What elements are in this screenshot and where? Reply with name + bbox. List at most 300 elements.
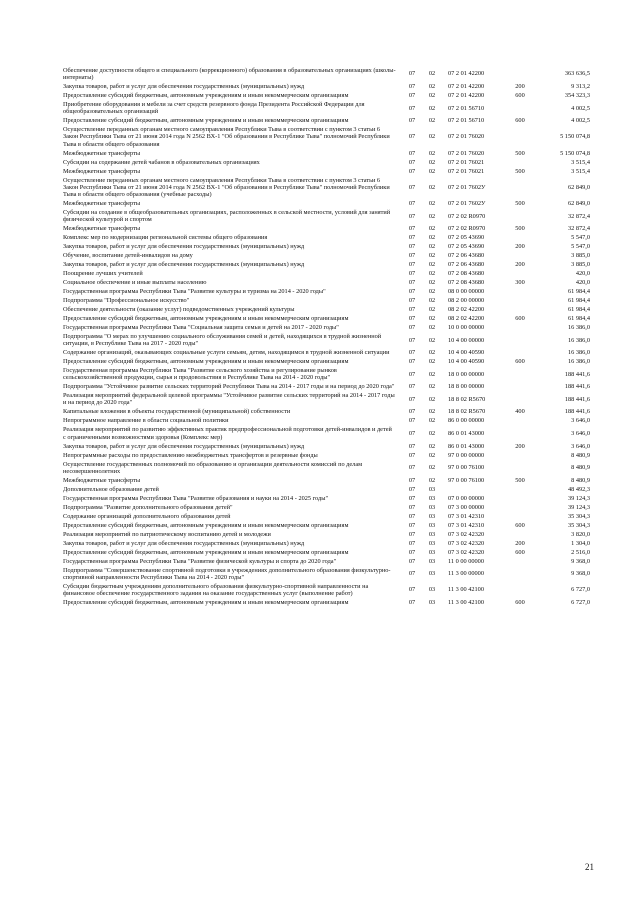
row-amount: 16 386,0 xyxy=(567,349,590,357)
row-section: 07 xyxy=(408,370,416,378)
row-subsection: 02 xyxy=(428,323,436,331)
row-subsection: 03 xyxy=(428,494,436,502)
row-name: Межбюджетные трансферты xyxy=(63,149,141,157)
row-target-article: 08 2 00 00000 xyxy=(448,297,485,304)
row-subsection: 02 xyxy=(428,261,436,269)
row-name: Закупка товаров, работ и услуг для обеспечения государственных (муниципальных) нужд xyxy=(63,539,305,547)
row-expense-type: 600 xyxy=(515,548,525,556)
row-section: 07 xyxy=(408,149,416,157)
row-subsection: 02 xyxy=(428,430,436,438)
row-subsection: 02 xyxy=(428,358,436,366)
row-expense-type: 600 xyxy=(515,521,525,529)
row-subsection: 02 xyxy=(428,370,436,378)
table-row xyxy=(63,176,590,199)
table-row xyxy=(63,382,590,391)
row-target-article: 07 2 08 43680 xyxy=(448,270,485,278)
row-name: Подпрограмма "Профессиональное искусство" xyxy=(63,297,190,304)
table-row xyxy=(63,598,590,607)
table-row xyxy=(63,442,590,451)
row-target-article: 07 2 05 43690 xyxy=(448,234,485,242)
row-target-article: 07 2 01 42200 xyxy=(448,92,485,100)
row-section: 07 xyxy=(408,395,416,403)
row-subsection: 02 xyxy=(428,133,436,141)
row-name: Подпрограмма "Развитие дополнительного образования детей" xyxy=(63,503,233,511)
row-target-article: 18 8 02 R5670 xyxy=(448,408,486,416)
row-amount: 9 313,2 xyxy=(571,83,590,91)
row-target-article: 10 0 00 00000 xyxy=(448,323,485,331)
table-row xyxy=(63,287,590,296)
row-name: Закупка товаров, работ и услуг для обеспечения государственных (муниципальных) нужд xyxy=(63,243,305,251)
row-amount: 32 872,4 xyxy=(567,212,590,220)
row-amount: 8 480,9 xyxy=(571,476,590,484)
row-section: 07 xyxy=(408,336,416,344)
row-expense-type: 200 xyxy=(515,442,525,450)
row-expense-type: 200 xyxy=(515,243,525,251)
row-amount: 16 386,0 xyxy=(567,336,590,344)
row-amount: 16 386,0 xyxy=(567,358,590,366)
table-row xyxy=(63,269,590,278)
row-amount: 8 480,9 xyxy=(571,451,590,459)
row-section: 07 xyxy=(408,494,416,502)
row-expense-type: 600 xyxy=(515,358,525,366)
row-subsection: 02 xyxy=(428,167,436,175)
row-name: Предоставление субсидий бюджетным, автономным учреждениям и иным некоммерческим организациям xyxy=(63,598,349,606)
table-row xyxy=(63,548,590,557)
table-row xyxy=(63,82,590,91)
table-row xyxy=(63,512,590,521)
row-subsection: 03 xyxy=(428,503,436,511)
row-amount: 5 150 074,8 xyxy=(560,133,590,141)
row-target-article: 11 0 00 00000 xyxy=(448,557,484,565)
row-subsection: 03 xyxy=(428,539,436,547)
row-subsection: 02 xyxy=(428,234,436,242)
row-name: Субсидии на содержание детей чабанов в образовательных организациях xyxy=(63,158,260,166)
row-subsection: 02 xyxy=(428,149,436,157)
row-subsection: 02 xyxy=(428,252,436,260)
row-name: Капитальные вложения в объекты государственной (муниципальной) собственности xyxy=(63,408,291,416)
table-row xyxy=(63,391,590,407)
row-section: 07 xyxy=(408,158,416,166)
row-name: Дополнительное образование детей xyxy=(63,485,159,493)
row-section: 07 xyxy=(408,314,416,322)
row-section: 07 xyxy=(408,212,416,220)
row-section: 07 xyxy=(408,104,416,112)
row-amount: 61 984,4 xyxy=(567,288,590,296)
row-amount: 3 885,0 xyxy=(571,261,590,269)
row-expense-type: 500 xyxy=(515,225,525,233)
row-name: Непрограммные расходы по предоставлению межбюджетных трансфертов и резервные фонды xyxy=(63,451,318,459)
row-subsection: 02 xyxy=(428,336,436,344)
row-name: Реализация мероприятий по развитию эффективных практик предпрофессиональной подготовки детей-инвалидов и детей с ограниченными возможностями здоровья (Комплекс мер) xyxy=(63,426,392,441)
row-name: Предоставление субсидий бюджетным, автономным учреждениям и иным некоммерческим организациям xyxy=(63,314,349,322)
row-amount: 9 368,0 xyxy=(571,557,590,565)
row-subsection: 02 xyxy=(428,83,436,91)
row-subsection: 02 xyxy=(428,288,436,296)
table-row xyxy=(63,521,590,530)
row-section: 07 xyxy=(408,548,416,556)
row-subsection: 02 xyxy=(428,199,436,207)
row-expense-type: 200 xyxy=(515,83,525,91)
row-section: 07 xyxy=(408,252,416,260)
row-section: 07 xyxy=(408,92,416,100)
row-section: 07 xyxy=(408,539,416,547)
row-amount: 3 515,4 xyxy=(571,158,590,166)
row-section: 07 xyxy=(408,349,416,357)
row-name: Непрограммное направление в области социальной политики xyxy=(63,417,229,425)
row-target-article: 08 2 02 42200 xyxy=(448,314,485,322)
row-subsection: 02 xyxy=(428,395,436,403)
row-amount: 39 124,3 xyxy=(567,503,590,511)
row-name: Государственная программа Республики Тыва "Развитие культуры и туризма на 2014 - 2020 годы" xyxy=(63,288,326,296)
row-expense-type: 500 xyxy=(515,167,525,175)
row-subsection: 03 xyxy=(428,570,436,578)
row-amount: 9 368,0 xyxy=(571,570,590,578)
row-name: Обеспечение доступности общего и специального (коррекционного) образования в образовательных организациях (школы-интернаты) xyxy=(63,66,396,82)
table-row xyxy=(63,167,590,176)
row-name: Подпрограмма "О мерах по улучшению социального обслуживания семей и детей, находящихся в трудной жизненной ситуации, в Республике Тыва на 2017 - 2020 годы" xyxy=(63,332,382,348)
row-target-article: 07 2 06 43680 xyxy=(448,252,485,260)
row-name: Поощрение лучших учителей xyxy=(63,270,143,278)
row-section: 07 xyxy=(408,117,416,125)
row-target-article: 07 3 00 00000 xyxy=(448,503,485,511)
row-name: Подпрограмма "Устойчивое развитие сельских территорий Республики Тыва на 2014 - 2017 годы и на период до 2020 года" xyxy=(63,383,395,391)
row-target-article: 97 0 00 00000 xyxy=(448,451,485,459)
row-amount: 3 646,0 xyxy=(571,417,590,425)
row-target-article: 11 3 00 42100 xyxy=(448,586,484,594)
row-name: Межбюджетные трансферты xyxy=(63,476,141,484)
row-target-article: 07 2 01 42200 xyxy=(448,83,485,91)
row-subsection: 02 xyxy=(428,70,436,78)
table-row xyxy=(63,494,590,503)
row-expense-type: 500 xyxy=(515,199,525,207)
row-subsection: 02 xyxy=(428,464,436,472)
row-amount: 420,0 xyxy=(575,279,590,287)
row-expense-type: 200 xyxy=(515,261,525,269)
row-section: 07 xyxy=(408,133,416,141)
budget-table xyxy=(63,66,590,607)
table-row xyxy=(63,314,590,323)
row-subsection: 02 xyxy=(428,417,436,425)
row-name: Реализация мероприятий федеральной целевой программы "Устойчивое развитие сельских территорий на 2014 - 2017 годы и на период до 2020 года" xyxy=(63,392,395,407)
table-row xyxy=(63,91,590,100)
table-row xyxy=(63,332,590,348)
row-section: 07 xyxy=(408,570,416,578)
row-target-article: 07 2 08 43680 xyxy=(448,279,485,287)
row-target-article: 10 4 00 00000 xyxy=(448,336,485,344)
table-row xyxy=(63,278,590,287)
row-target-article: 07 2 06 43680 xyxy=(448,261,485,269)
row-name: Содержание организаций дополнительного образования детей xyxy=(63,512,231,520)
table-row xyxy=(63,503,590,512)
row-section: 07 xyxy=(408,408,416,416)
row-subsection: 02 xyxy=(428,270,436,278)
row-section: 07 xyxy=(408,225,416,233)
row-amount: 3 885,0 xyxy=(571,252,590,260)
row-expense-type: 500 xyxy=(515,149,525,157)
table-row xyxy=(63,426,590,442)
row-name: Закупка товаров, работ и услуг для обеспечения государственных (муниципальных) нужд xyxy=(63,442,305,450)
row-subsection: 02 xyxy=(428,442,436,450)
row-name: Осуществление государственных полномочий по образованию и организации деятельности комиссий по делам несовершеннолетних xyxy=(63,460,363,475)
row-expense-type: 200 xyxy=(515,539,525,547)
row-target-article: 07 2 02 R0970 xyxy=(448,225,486,233)
row-subsection: 02 xyxy=(428,117,436,125)
row-amount: 4 002,5 xyxy=(571,117,590,125)
row-name: Государственная программа Республики Тыва "Развитие образования и науки на 2014 - 2025 годы" xyxy=(63,494,329,502)
table-row xyxy=(63,323,590,332)
row-expense-type: 500 xyxy=(515,476,525,484)
row-target-article: 07 2 01 56710 xyxy=(448,104,485,112)
row-subsection: 02 xyxy=(428,183,436,191)
row-subsection: 02 xyxy=(428,314,436,322)
row-section: 07 xyxy=(408,83,416,91)
row-amount: 16 386,0 xyxy=(567,323,590,331)
table-row xyxy=(63,66,590,82)
row-name: Обеспечение деятельности (оказание услуг) подведомственных учреждений культуры xyxy=(63,305,295,313)
row-target-article: 07 2 05 43690 xyxy=(448,243,485,251)
row-subsection: 02 xyxy=(428,451,436,459)
row-amount: 1 304,0 xyxy=(571,539,590,547)
row-subsection: 02 xyxy=(428,305,436,313)
row-target-article: 10 4 00 40590 xyxy=(448,358,485,366)
row-subsection: 02 xyxy=(428,279,436,287)
row-target-article: 18 0 00 00000 xyxy=(448,370,485,378)
row-target-article: 08 2 02 42200 xyxy=(448,305,485,313)
row-amount: 3 515,4 xyxy=(571,167,590,175)
row-subsection: 02 xyxy=(428,408,436,416)
row-target-article: 07 2 01 7602У xyxy=(448,183,486,191)
row-name: Государственная программа Республики Тыва "Развитие сельского хозяйства и регулирование рынков сельскохозяйственной продукции, сырья и продовольствия в Республике Тыва на 2014 - 2020 годы" xyxy=(63,367,337,382)
row-amount: 188 441,6 xyxy=(564,395,590,403)
row-name: Предоставление субсидий бюджетным, автономным учреждениям и иным некоммерческим организациям xyxy=(63,117,349,125)
row-name: Подпрограмма "Совершенствование спортивной подготовки в учреждениях дополнительного образования физкультурно-спортивной направленности Республики Тыва на 2014 - 2020 годы" xyxy=(63,566,391,581)
table-row xyxy=(63,348,590,357)
table-row xyxy=(63,582,590,598)
row-section: 07 xyxy=(408,358,416,366)
row-expense-type: 600 xyxy=(515,117,525,125)
row-amount: 32 872,4 xyxy=(567,225,590,233)
row-expense-type: 600 xyxy=(515,92,525,100)
row-section: 07 xyxy=(408,183,416,191)
row-amount: 5 150 074,8 xyxy=(560,149,590,157)
row-section: 07 xyxy=(408,464,416,472)
row-subsection: 03 xyxy=(428,521,436,529)
table-row xyxy=(63,557,590,566)
row-amount: 188 441,6 xyxy=(564,383,590,391)
row-subsection: 03 xyxy=(428,530,436,538)
row-expense-type: 300 xyxy=(515,279,525,287)
row-name: Предоставление субсидий бюджетным, автономным учреждениям и иным некоммерческим организациям xyxy=(63,358,349,366)
row-amount: 188 441,6 xyxy=(564,408,590,416)
row-section: 07 xyxy=(408,288,416,296)
row-name: Реализация мероприятий по патриотическому воспитанию детей и молодежи xyxy=(63,530,271,538)
row-section: 07 xyxy=(408,598,416,606)
row-target-article: 11 3 00 00000 xyxy=(448,570,484,578)
row-target-article: 86 0 00 00000 xyxy=(448,417,485,425)
row-target-article: 07 2 01 56710 xyxy=(448,117,485,125)
row-name: Комплекс мер по модернизации региональной системы общего образования xyxy=(63,234,268,242)
row-target-article: 10 4 00 40590 xyxy=(448,349,485,357)
row-section: 07 xyxy=(408,521,416,529)
row-name: Социальное обеспечение и иные выплаты населению xyxy=(63,279,207,287)
row-name: Осуществление переданных органам местного самоуправления Республики Тыва в соответствии с пунктом 3 статьи 6 Закон Республики Тыва от 21 июня 2014 года N 2562 ВХ-1 "Об образовании в Республике Тыва" полномочий Республики Тыва в области общего образования (учебные расходы) xyxy=(63,176,390,198)
row-expense-type: 600 xyxy=(515,314,525,322)
row-amount: 48 492,3 xyxy=(567,485,590,493)
table-row xyxy=(63,530,590,539)
table-row xyxy=(63,116,590,125)
row-amount: 420,0 xyxy=(575,270,590,278)
row-section: 07 xyxy=(408,417,416,425)
table-row xyxy=(63,260,590,269)
row-section: 07 xyxy=(408,323,416,331)
row-amount: 35 304,3 xyxy=(567,521,590,529)
table-row xyxy=(63,357,590,366)
row-amount: 188 441,6 xyxy=(564,370,590,378)
row-target-article: 18 8 02 R5670 xyxy=(448,395,486,403)
row-section: 07 xyxy=(408,430,416,438)
row-section: 07 xyxy=(408,279,416,287)
row-subsection: 02 xyxy=(428,476,436,484)
row-target-article: 18 8 00 00000 xyxy=(448,383,485,391)
row-subsection: 02 xyxy=(428,243,436,251)
table-row xyxy=(63,296,590,305)
row-amount: 354 323,3 xyxy=(564,92,590,100)
row-name: Межбюджетные трансферты xyxy=(63,199,141,207)
table-row xyxy=(63,149,590,158)
row-subsection: 02 xyxy=(428,297,436,304)
row-name: Предоставление субсидий бюджетным, автономным учреждениям и иным некоммерческим организациям xyxy=(63,92,349,100)
table-row xyxy=(63,539,590,548)
row-section: 07 xyxy=(408,512,416,520)
row-amount: 35 304,3 xyxy=(567,512,590,520)
row-target-article: 86 0 01 43000 xyxy=(448,442,485,450)
row-amount: 61 984,4 xyxy=(567,305,590,313)
row-amount: 3 646,0 xyxy=(571,430,590,438)
row-target-article: 97 0 00 76100 xyxy=(448,464,485,472)
row-target-article: 07 3 01 42310 xyxy=(448,512,485,520)
row-target-article: 07 2 02 R0970 xyxy=(448,212,486,220)
row-target-article: 11 3 00 42100 xyxy=(448,598,484,606)
row-expense-type: 600 xyxy=(515,598,525,606)
row-name: Субсидии бюджетным учреждениям дополнительного образования физкультурно-спортивной направленности на финансовое обеспечение государственного задания на оказание государственных услуг (выполнение работ) xyxy=(63,582,369,597)
row-name: Обучение, воспитание детей-инвалидов на дому xyxy=(63,252,193,260)
row-name: Приобретение оборудования и мебели за счет средств резервного фонда Президента Российской Федерации для общеобразовательных организаций xyxy=(63,101,365,116)
row-section: 07 xyxy=(408,503,416,511)
row-amount: 6 727,0 xyxy=(571,586,590,594)
row-subsection: 02 xyxy=(428,104,436,112)
row-section: 07 xyxy=(408,557,416,565)
row-amount: 8 480,9 xyxy=(571,464,590,472)
row-target-article: 07 3 02 42320 xyxy=(448,530,485,538)
row-section: 07 xyxy=(408,70,416,78)
row-target-article: 97 0 00 76100 xyxy=(448,476,485,484)
table-row xyxy=(63,242,590,251)
row-subsection: 03 xyxy=(428,485,436,493)
table-row xyxy=(63,408,590,417)
row-amount: 61 984,4 xyxy=(567,314,590,322)
table-row xyxy=(63,251,590,260)
row-name: Осуществление переданных органам местного самоуправления Республики Тыва в соответствии с пунктом 3 статьи 6 Закон Республики Тыва от 21 июня 2014 года N 2562 ВХ-1 "Об образовании в Республике Тыва" полномочий Республики Тыва в области общего образования xyxy=(63,126,390,148)
table-row xyxy=(63,100,590,116)
row-section: 07 xyxy=(408,451,416,459)
row-section: 07 xyxy=(408,261,416,269)
row-subsection: 03 xyxy=(428,598,436,606)
row-amount: 62 849,0 xyxy=(567,199,590,207)
row-section: 07 xyxy=(408,270,416,278)
row-target-article: 07 2 01 7602У xyxy=(448,199,486,207)
row-name: Межбюджетные трансферты xyxy=(63,225,141,233)
row-name: Предоставление субсидий бюджетным, автономным учреждениям и иным некоммерческим организациям xyxy=(63,548,349,556)
row-subsection: 03 xyxy=(428,512,436,520)
row-section: 07 xyxy=(408,383,416,391)
row-subsection: 02 xyxy=(428,92,436,100)
row-target-article: 07 2 01 76021 xyxy=(448,167,485,175)
row-section: 07 xyxy=(408,305,416,313)
table-row xyxy=(63,224,590,233)
row-section: 07 xyxy=(408,199,416,207)
row-target-article: 07 3 02 42320 xyxy=(448,539,485,547)
row-name: Закупка товаров, работ и услуг для обеспечения государственных (муниципальных) нужд xyxy=(63,261,305,269)
row-amount: 62 849,0 xyxy=(567,183,590,191)
row-section: 07 xyxy=(408,234,416,242)
table-row xyxy=(63,451,590,460)
row-name: Государственная программа Республики Тыва "Социальная защита семьи и детей на 2017 - 2020 годы" xyxy=(63,323,339,331)
row-amount: 6 727,0 xyxy=(571,598,590,606)
row-amount: 61 984,4 xyxy=(567,297,590,304)
row-name: Закупка товаров, работ и услуг для обеспечения государственных (муниципальных) нужд xyxy=(63,83,305,91)
row-target-article: 07 3 02 42320 xyxy=(448,548,485,556)
table-row xyxy=(63,305,590,314)
row-target-article: 07 2 01 42200 xyxy=(448,70,485,78)
table-row xyxy=(63,208,590,224)
table-row xyxy=(63,460,590,476)
row-subsection: 02 xyxy=(428,212,436,220)
row-section: 07 xyxy=(408,476,416,484)
row-target-article: 08 0 00 00000 xyxy=(448,288,485,296)
row-section: 07 xyxy=(408,442,416,450)
row-subsection: 03 xyxy=(428,586,436,594)
row-section: 07 xyxy=(408,167,416,175)
row-name: Предоставление субсидий бюджетным, автономным учреждениям и иным некоммерческим организациям xyxy=(63,521,349,529)
page-number: 21 xyxy=(585,862,594,872)
row-subsection: 02 xyxy=(428,349,436,357)
row-name: Государственная программа Республики Тыва "Развитие физической культуры и спорта до 2020 года" xyxy=(63,557,337,565)
table-row xyxy=(63,476,590,485)
row-target-article: 07 2 01 76020 xyxy=(448,133,485,141)
row-amount: 5 547,0 xyxy=(571,234,590,242)
table-row xyxy=(63,366,590,382)
table-row xyxy=(63,199,590,208)
row-name: Межбюджетные трансферты xyxy=(63,167,141,175)
row-subsection: 02 xyxy=(428,158,436,166)
row-section: 07 xyxy=(408,586,416,594)
row-amount: 4 002,5 xyxy=(571,104,590,112)
row-target-article: 07 2 01 76020 xyxy=(448,149,485,157)
row-amount: 3 646,0 xyxy=(571,442,590,450)
row-subsection: 03 xyxy=(428,557,436,565)
row-subsection: 03 xyxy=(428,548,436,556)
row-amount: 5 547,0 xyxy=(571,243,590,251)
row-amount: 3 820,0 xyxy=(571,530,590,538)
row-target-article: 07 0 00 00000 xyxy=(448,494,485,502)
row-amount: 363 636,5 xyxy=(564,70,590,78)
row-target-article: 07 2 01 76021 xyxy=(448,158,485,166)
row-target-article: 07 3 01 42310 xyxy=(448,521,485,529)
row-section: 07 xyxy=(408,297,416,304)
table-row xyxy=(63,566,590,582)
table-row xyxy=(63,233,590,242)
table-row xyxy=(63,125,590,148)
